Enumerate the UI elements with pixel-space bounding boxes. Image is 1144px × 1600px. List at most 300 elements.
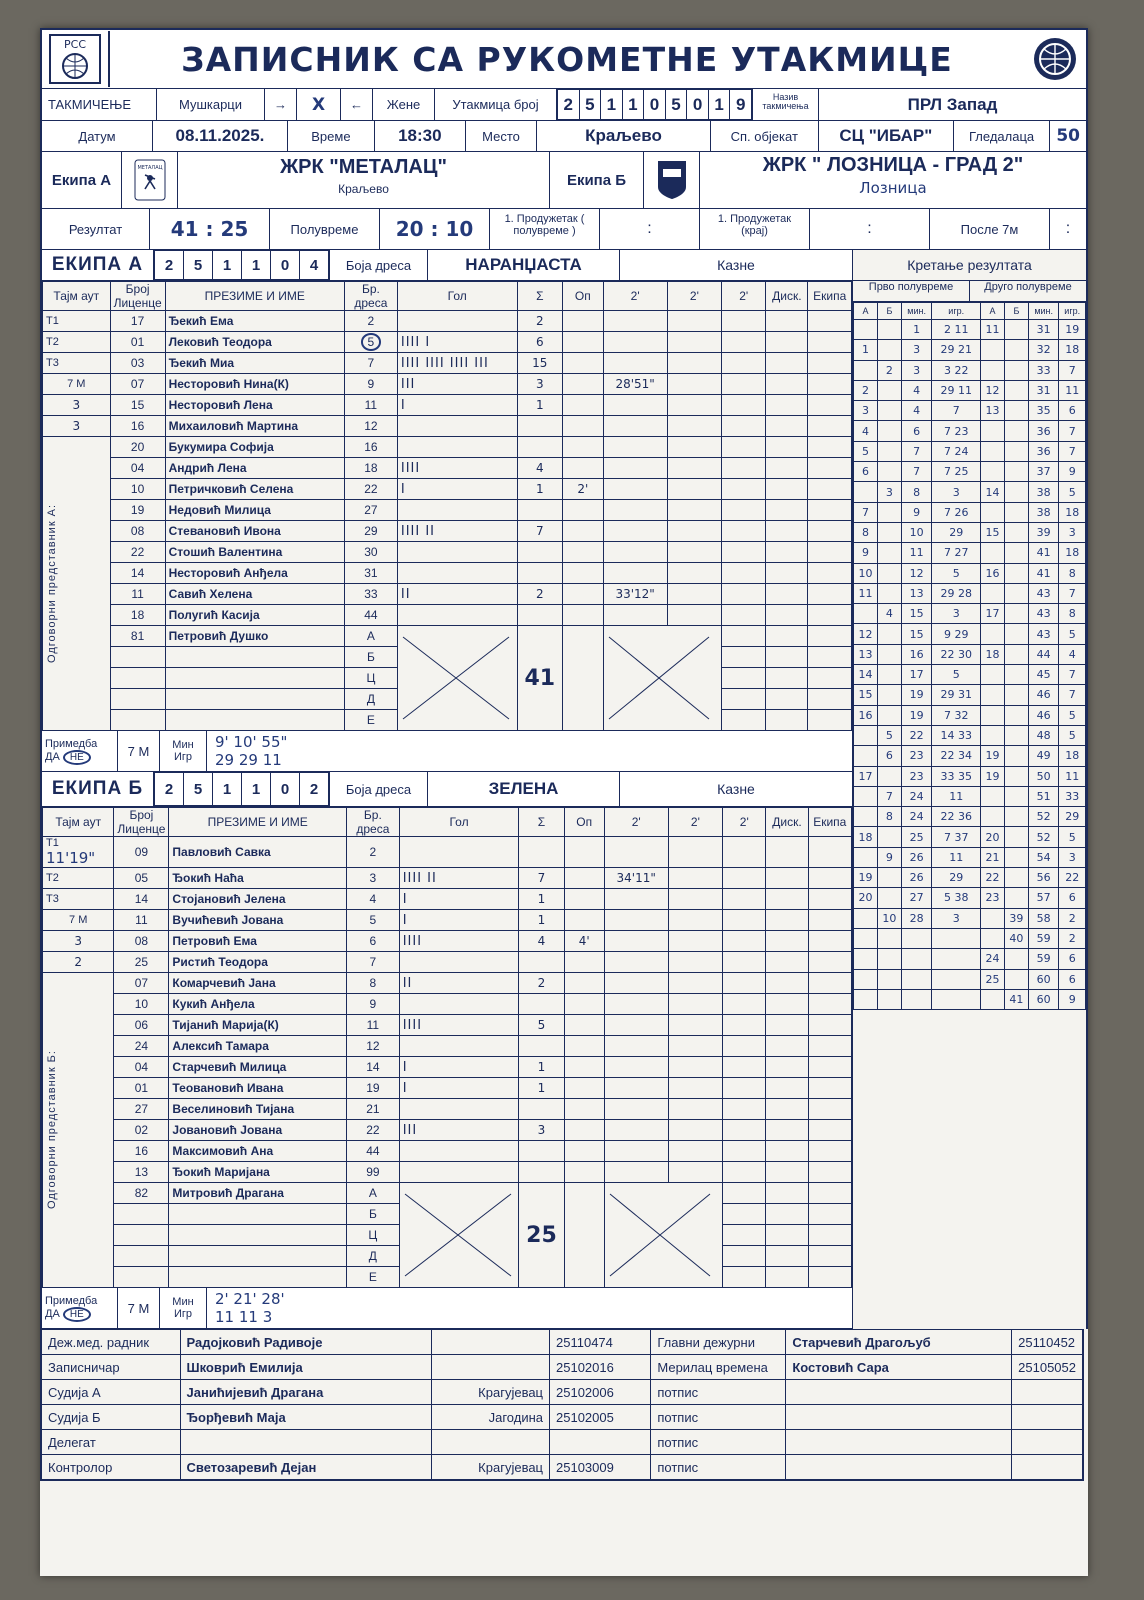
- goal-tally[interactable]: [399, 1162, 519, 1183]
- disq-cell[interactable]: [766, 837, 808, 868]
- team-pen-cell[interactable]: [808, 395, 852, 416]
- two-min-2[interactable]: [667, 458, 722, 479]
- two-min-1[interactable]: [603, 563, 667, 584]
- team-pen-cell[interactable]: [808, 1036, 851, 1057]
- team-pen-cell[interactable]: [808, 710, 852, 731]
- goal-tally[interactable]: IIII: [399, 1015, 519, 1036]
- team-pen-cell[interactable]: [808, 973, 851, 994]
- op-cell[interactable]: [562, 353, 603, 374]
- team-pen-cell[interactable]: [808, 458, 852, 479]
- disq-cell[interactable]: [766, 1036, 808, 1057]
- team-pen-cell[interactable]: [808, 584, 852, 605]
- license-cell[interactable]: 11: [114, 910, 169, 931]
- two-min-3[interactable]: [723, 910, 766, 931]
- official-name[interactable]: [165, 668, 344, 689]
- disq-cell[interactable]: [766, 1015, 808, 1036]
- two-min-2[interactable]: [668, 994, 722, 1015]
- disq-cell[interactable]: [766, 479, 808, 500]
- disq-cell[interactable]: [766, 1204, 808, 1225]
- two-min-2[interactable]: [668, 931, 722, 952]
- two-min-3[interactable]: [723, 1204, 766, 1225]
- timeout-1[interactable]: Т1 11'19": [43, 837, 114, 868]
- two-min-1[interactable]: [603, 500, 667, 521]
- shirt-number[interactable]: 4: [347, 889, 400, 910]
- player-name[interactable]: Јовановић Јована: [169, 1120, 347, 1141]
- license-cell[interactable]: 14: [110, 563, 165, 584]
- table-row[interactable]: [43, 416, 852, 437]
- player-name[interactable]: Ђокић Маријана: [169, 1162, 347, 1183]
- op-cell[interactable]: [562, 521, 603, 542]
- license-cell[interactable]: [110, 710, 165, 731]
- shirt-number[interactable]: 12: [344, 416, 397, 437]
- shirt-number[interactable]: 31: [344, 563, 397, 584]
- official-person-name-2[interactable]: [786, 1455, 1012, 1481]
- disq-cell[interactable]: [766, 1162, 808, 1183]
- op-cell[interactable]: 2': [562, 479, 603, 500]
- official-row[interactable]: [43, 626, 852, 647]
- team-pen-cell[interactable]: [808, 332, 852, 353]
- player-name[interactable]: Букумира Софија: [165, 437, 344, 458]
- two-min-3[interactable]: [723, 973, 766, 994]
- table-row[interactable]: [43, 1099, 852, 1120]
- goal-sum[interactable]: [519, 952, 564, 973]
- shirt-number[interactable]: 21: [347, 1099, 400, 1120]
- disq-cell[interactable]: [766, 994, 808, 1015]
- team-pen-cell[interactable]: [808, 1099, 851, 1120]
- player-name[interactable]: Ристић Теодора: [169, 952, 347, 973]
- op-cell[interactable]: [564, 1015, 604, 1036]
- goal-tally[interactable]: I: [399, 1057, 519, 1078]
- two-min-1[interactable]: [603, 395, 667, 416]
- team-pen-cell[interactable]: [808, 416, 852, 437]
- goal-sum[interactable]: 15: [517, 353, 562, 374]
- disq-cell[interactable]: [766, 521, 808, 542]
- shirt-number[interactable]: 2: [344, 311, 397, 332]
- two-min-1[interactable]: [604, 952, 668, 973]
- two-min-3[interactable]: [723, 931, 766, 952]
- goal-sum[interactable]: 3: [517, 374, 562, 395]
- goal-sum[interactable]: 7: [517, 521, 562, 542]
- shirt-number[interactable]: 27: [344, 500, 397, 521]
- table-row[interactable]: [43, 542, 852, 563]
- goal-sum[interactable]: 2: [517, 584, 562, 605]
- team-pen-cell[interactable]: [808, 605, 852, 626]
- two-min-2[interactable]: [668, 1015, 722, 1036]
- team-pen-cell[interactable]: [808, 479, 852, 500]
- shirt-number[interactable]: 22: [347, 1120, 400, 1141]
- goal-sum[interactable]: 6: [517, 332, 562, 353]
- player-name[interactable]: Вучићевић Јована: [169, 910, 347, 931]
- op-cell[interactable]: [562, 374, 603, 395]
- license-cell[interactable]: 15: [110, 395, 165, 416]
- goal-tally[interactable]: [399, 837, 519, 868]
- disq-cell[interactable]: [766, 910, 808, 931]
- timeout-1[interactable]: Т1: [43, 311, 111, 332]
- goal-sum[interactable]: 2: [517, 311, 562, 332]
- two-min-2[interactable]: [668, 1141, 722, 1162]
- op-cell[interactable]: [562, 395, 603, 416]
- two-min-2[interactable]: [667, 542, 722, 563]
- license-cell[interactable]: 01: [114, 1078, 169, 1099]
- goal-tally[interactable]: III: [397, 374, 517, 395]
- license-cell[interactable]: 04: [114, 1057, 169, 1078]
- goal-sum[interactable]: 1: [519, 1057, 564, 1078]
- two-min-2[interactable]: [668, 1120, 722, 1141]
- shirt-number[interactable]: 8: [347, 973, 400, 994]
- goal-tally[interactable]: [397, 437, 517, 458]
- goal-tally[interactable]: III: [399, 1120, 519, 1141]
- disq-cell[interactable]: [766, 1141, 808, 1162]
- op-cell[interactable]: [564, 1057, 604, 1078]
- goal-sum[interactable]: 5: [519, 1015, 564, 1036]
- team-pen-cell[interactable]: [808, 353, 852, 374]
- goal-sum[interactable]: [517, 542, 562, 563]
- shirt-number[interactable]: 22: [344, 479, 397, 500]
- player-name[interactable]: Лековић Теодора: [165, 332, 344, 353]
- shirt-number[interactable]: 11: [344, 395, 397, 416]
- goal-sum[interactable]: 1: [519, 889, 564, 910]
- two-min-3[interactable]: [723, 994, 766, 1015]
- team-pen-cell[interactable]: [808, 1057, 851, 1078]
- player-name[interactable]: Петричковић Селена: [165, 479, 344, 500]
- disq-cell[interactable]: [766, 563, 808, 584]
- two-min-2[interactable]: [667, 479, 722, 500]
- goal-tally[interactable]: [399, 1036, 519, 1057]
- goal-sum[interactable]: [519, 837, 564, 868]
- team-pen-cell[interactable]: [808, 910, 851, 931]
- disq-cell[interactable]: [766, 931, 808, 952]
- table-row[interactable]: [43, 458, 852, 479]
- team-pen-cell[interactable]: [808, 1078, 851, 1099]
- goal-tally[interactable]: II: [399, 973, 519, 994]
- team-pen-cell[interactable]: [808, 1204, 851, 1225]
- license-cell[interactable]: 18: [110, 605, 165, 626]
- two-min-3[interactable]: [723, 868, 766, 889]
- team-pen-cell[interactable]: [808, 374, 852, 395]
- license-cell[interactable]: 17: [110, 311, 165, 332]
- goal-tally[interactable]: IIII: [397, 458, 517, 479]
- player-name[interactable]: Несторовић Анђела: [165, 563, 344, 584]
- two-min-3[interactable]: [722, 647, 766, 668]
- team-pen-cell[interactable]: [808, 500, 852, 521]
- official-name[interactable]: Петровић Душко: [165, 626, 344, 647]
- goal-tally[interactable]: [399, 1099, 519, 1120]
- license-cell[interactable]: 13: [114, 1162, 169, 1183]
- disq-cell[interactable]: [766, 437, 808, 458]
- player-name[interactable]: Савић Хелена: [165, 584, 344, 605]
- disq-cell[interactable]: [766, 668, 808, 689]
- two-min-2[interactable]: [667, 500, 722, 521]
- official-person-name[interactable]: Јанићијевић Драгана: [180, 1380, 431, 1405]
- two-min-2[interactable]: [667, 605, 722, 626]
- goal-sum[interactable]: 4: [517, 458, 562, 479]
- official-person-name-2[interactable]: Старчевић Драгољуб: [786, 1330, 1012, 1355]
- goal-sum[interactable]: 1: [517, 395, 562, 416]
- license-cell[interactable]: 02: [114, 1120, 169, 1141]
- player-name[interactable]: Петровић Ема: [169, 931, 347, 952]
- two-min-1[interactable]: [604, 1015, 668, 1036]
- two-min-3[interactable]: [723, 889, 766, 910]
- player-name[interactable]: Несторовић Нина(К): [165, 374, 344, 395]
- op-cell[interactable]: [562, 584, 603, 605]
- goal-sum[interactable]: 2: [519, 973, 564, 994]
- timeout-3[interactable]: Т3: [43, 353, 111, 374]
- shirt-number[interactable]: 19: [347, 1078, 400, 1099]
- shirt-number[interactable]: 33: [344, 584, 397, 605]
- license-cell[interactable]: [114, 1246, 169, 1267]
- two-min-1[interactable]: [603, 458, 667, 479]
- disq-cell[interactable]: [766, 889, 808, 910]
- two-min-2[interactable]: [668, 837, 722, 868]
- goal-tally[interactable]: IIII IIII IIII III: [397, 353, 517, 374]
- two-min-3[interactable]: [723, 1246, 766, 1267]
- player-name[interactable]: Полугић Касија: [165, 605, 344, 626]
- table-row[interactable]: [43, 952, 852, 973]
- team-pen-cell[interactable]: [808, 521, 852, 542]
- two-min-2[interactable]: [668, 1162, 722, 1183]
- op-cell[interactable]: [564, 868, 604, 889]
- two-min-2[interactable]: [668, 868, 722, 889]
- license-cell[interactable]: 11: [110, 584, 165, 605]
- player-name[interactable]: Тијанић Марија(К): [169, 1015, 347, 1036]
- player-name[interactable]: Андрић Лена: [165, 458, 344, 479]
- shirt-number[interactable]: 29: [344, 521, 397, 542]
- table-row[interactable]: [43, 332, 852, 353]
- license-cell[interactable]: 25: [114, 952, 169, 973]
- two-min-3[interactable]: [722, 437, 766, 458]
- license-cell[interactable]: [114, 1225, 169, 1246]
- player-name[interactable]: Ђокић Наћа: [169, 868, 347, 889]
- op-cell[interactable]: [564, 973, 604, 994]
- two-min-3[interactable]: [722, 395, 766, 416]
- team-pen-cell[interactable]: [808, 668, 852, 689]
- two-min-3[interactable]: [723, 1099, 766, 1120]
- seven-m-label[interactable]: 7 М: [43, 910, 114, 931]
- shirt-number[interactable]: 99: [347, 1162, 400, 1183]
- player-name[interactable]: Веселиновић Тијана: [169, 1099, 347, 1120]
- two-min-2[interactable]: [667, 416, 722, 437]
- table-row[interactable]: [43, 479, 852, 500]
- license-cell[interactable]: 16: [110, 416, 165, 437]
- op-cell[interactable]: [564, 1120, 604, 1141]
- disq-cell[interactable]: [766, 689, 808, 710]
- disq-cell[interactable]: [766, 1246, 808, 1267]
- goal-tally[interactable]: [397, 542, 517, 563]
- table-row[interactable]: [43, 353, 852, 374]
- op-cell[interactable]: [562, 605, 603, 626]
- table-row[interactable]: [43, 994, 852, 1015]
- player-name[interactable]: Стевановић Ивона: [165, 521, 344, 542]
- two-min-3[interactable]: [722, 668, 766, 689]
- disq-cell[interactable]: [766, 952, 808, 973]
- two-min-1[interactable]: [603, 479, 667, 500]
- two-min-3[interactable]: [722, 542, 766, 563]
- official-person-name[interactable]: Шковрић Емилија: [180, 1355, 431, 1380]
- table-row[interactable]: [43, 605, 852, 626]
- player-name[interactable]: Стошић Валентина: [165, 542, 344, 563]
- goal-sum[interactable]: [517, 416, 562, 437]
- table-row[interactable]: [43, 1141, 852, 1162]
- two-min-1[interactable]: 33'12": [603, 584, 667, 605]
- license-cell[interactable]: 27: [114, 1099, 169, 1120]
- two-min-1[interactable]: [604, 1141, 668, 1162]
- two-min-3[interactable]: [722, 353, 766, 374]
- license-cell[interactable]: 16: [114, 1141, 169, 1162]
- license-cell[interactable]: [110, 647, 165, 668]
- license-cell[interactable]: 82: [114, 1183, 169, 1204]
- table-row[interactable]: [43, 868, 852, 889]
- team-pen-cell[interactable]: [808, 1267, 851, 1288]
- disq-cell[interactable]: [766, 1057, 808, 1078]
- table-row[interactable]: [43, 584, 852, 605]
- two-min-1[interactable]: [604, 1057, 668, 1078]
- goal-sum[interactable]: 7: [519, 868, 564, 889]
- op-cell[interactable]: [564, 1036, 604, 1057]
- disq-cell[interactable]: [766, 374, 808, 395]
- table-row[interactable]: [43, 1162, 852, 1183]
- two-min-3[interactable]: [722, 458, 766, 479]
- op-cell[interactable]: [562, 542, 603, 563]
- two-min-1[interactable]: [604, 910, 668, 931]
- team-pen-cell[interactable]: [808, 1246, 851, 1267]
- disq-cell[interactable]: [766, 584, 808, 605]
- disq-cell[interactable]: [766, 1078, 808, 1099]
- two-min-3[interactable]: [723, 1162, 766, 1183]
- two-min-1[interactable]: [603, 542, 667, 563]
- disq-cell[interactable]: [766, 626, 808, 647]
- remark-yesno[interactable]: ДА НЕ: [45, 1307, 117, 1322]
- team-pen-cell[interactable]: [808, 437, 852, 458]
- disq-cell[interactable]: [766, 1225, 808, 1246]
- disq-cell[interactable]: [766, 868, 808, 889]
- player-name[interactable]: Алексић Тамара: [169, 1036, 347, 1057]
- goal-tally[interactable]: II: [397, 584, 517, 605]
- official-person-name[interactable]: Радојковић Радивоје: [180, 1330, 431, 1355]
- op-cell[interactable]: [562, 416, 603, 437]
- two-min-1[interactable]: [604, 973, 668, 994]
- player-name[interactable]: Несторовић Лена: [165, 395, 344, 416]
- player-name[interactable]: Михаиловић Мартина: [165, 416, 344, 437]
- two-min-1[interactable]: [604, 1120, 668, 1141]
- official-name[interactable]: [169, 1267, 347, 1288]
- team-pen-cell[interactable]: [808, 563, 852, 584]
- official-person-name-2[interactable]: Костовић Сара: [786, 1355, 1012, 1380]
- goal-sum[interactable]: [519, 1162, 564, 1183]
- license-cell[interactable]: 04: [110, 458, 165, 479]
- table-row[interactable]: [43, 311, 852, 332]
- op-cell[interactable]: [564, 952, 604, 973]
- op-cell[interactable]: [564, 889, 604, 910]
- disq-cell[interactable]: [766, 1099, 808, 1120]
- op-cell[interactable]: [562, 332, 603, 353]
- two-min-2[interactable]: [667, 311, 722, 332]
- player-name[interactable]: Старчевић Милица: [169, 1057, 347, 1078]
- license-cell[interactable]: 22: [110, 542, 165, 563]
- two-min-2[interactable]: [667, 563, 722, 584]
- disq-cell[interactable]: [766, 647, 808, 668]
- two-min-1[interactable]: [604, 1036, 668, 1057]
- goal-sum[interactable]: 3: [519, 1120, 564, 1141]
- timeout-2[interactable]: Т2: [43, 332, 111, 353]
- op-cell[interactable]: [564, 994, 604, 1015]
- two-min-3[interactable]: [722, 605, 766, 626]
- two-min-1[interactable]: [604, 931, 668, 952]
- table-row[interactable]: [43, 1015, 852, 1036]
- two-min-3[interactable]: [723, 1036, 766, 1057]
- op-cell[interactable]: [564, 1099, 604, 1120]
- license-cell[interactable]: [114, 1204, 169, 1225]
- two-min-3[interactable]: [722, 710, 766, 731]
- two-min-3[interactable]: [723, 1183, 766, 1204]
- goal-tally[interactable]: [399, 1141, 519, 1162]
- shirt-number[interactable]: 5: [347, 910, 400, 931]
- goal-tally[interactable]: [397, 563, 517, 584]
- goal-sum[interactable]: [519, 1141, 564, 1162]
- license-cell[interactable]: 24: [114, 1036, 169, 1057]
- player-name[interactable]: Ђекић Миа: [165, 353, 344, 374]
- disq-cell[interactable]: [766, 500, 808, 521]
- license-cell[interactable]: 09: [114, 837, 169, 868]
- op-cell[interactable]: [564, 910, 604, 931]
- two-min-1[interactable]: [603, 416, 667, 437]
- team-pen-cell[interactable]: [808, 1141, 851, 1162]
- shirt-number[interactable]: 44: [344, 605, 397, 626]
- table-row[interactable]: [43, 563, 852, 584]
- player-name[interactable]: Ђекић Ема: [165, 311, 344, 332]
- two-min-3[interactable]: [723, 1225, 766, 1246]
- two-min-2[interactable]: [668, 1057, 722, 1078]
- shirt-number[interactable]: 7: [344, 353, 397, 374]
- two-min-1[interactable]: [604, 1162, 668, 1183]
- team-pen-cell[interactable]: [808, 1162, 851, 1183]
- table-row[interactable]: [43, 374, 852, 395]
- goal-tally[interactable]: [397, 416, 517, 437]
- license-cell[interactable]: 07: [114, 973, 169, 994]
- two-min-2[interactable]: [668, 973, 722, 994]
- two-min-1[interactable]: [603, 332, 667, 353]
- goal-sum[interactable]: 4: [519, 931, 564, 952]
- official-person-name[interactable]: Светозаревић Дејан: [180, 1455, 431, 1481]
- official-name[interactable]: [169, 1246, 347, 1267]
- license-cell[interactable]: [114, 1267, 169, 1288]
- goal-sum[interactable]: 1: [519, 1078, 564, 1099]
- two-min-1[interactable]: [604, 889, 668, 910]
- disq-cell[interactable]: [766, 311, 808, 332]
- team-pen-cell[interactable]: [808, 931, 851, 952]
- remark-yesno[interactable]: ДА НЕ: [45, 750, 117, 765]
- two-min-3[interactable]: [723, 1141, 766, 1162]
- team-pen-cell[interactable]: [808, 994, 851, 1015]
- goal-sum[interactable]: [517, 500, 562, 521]
- shirt-number[interactable]: 5: [344, 332, 397, 353]
- op-cell[interactable]: [564, 1162, 604, 1183]
- license-cell[interactable]: 20: [110, 437, 165, 458]
- two-min-2[interactable]: [668, 1099, 722, 1120]
- license-cell[interactable]: 10: [114, 994, 169, 1015]
- player-name[interactable]: Кукић Анђела: [169, 994, 347, 1015]
- two-min-3[interactable]: [722, 500, 766, 521]
- table-row[interactable]: [43, 1078, 852, 1099]
- seven-m-label[interactable]: 7 М: [43, 374, 111, 395]
- goal-tally[interactable]: IIII I: [397, 332, 517, 353]
- team-pen-cell[interactable]: [808, 952, 851, 973]
- license-cell[interactable]: 14: [114, 889, 169, 910]
- player-name[interactable]: Комарчевић Јана: [169, 973, 347, 994]
- two-min-3[interactable]: [722, 479, 766, 500]
- team-pen-cell[interactable]: [808, 1015, 851, 1036]
- two-min-2[interactable]: [668, 1078, 722, 1099]
- table-row[interactable]: [43, 931, 852, 952]
